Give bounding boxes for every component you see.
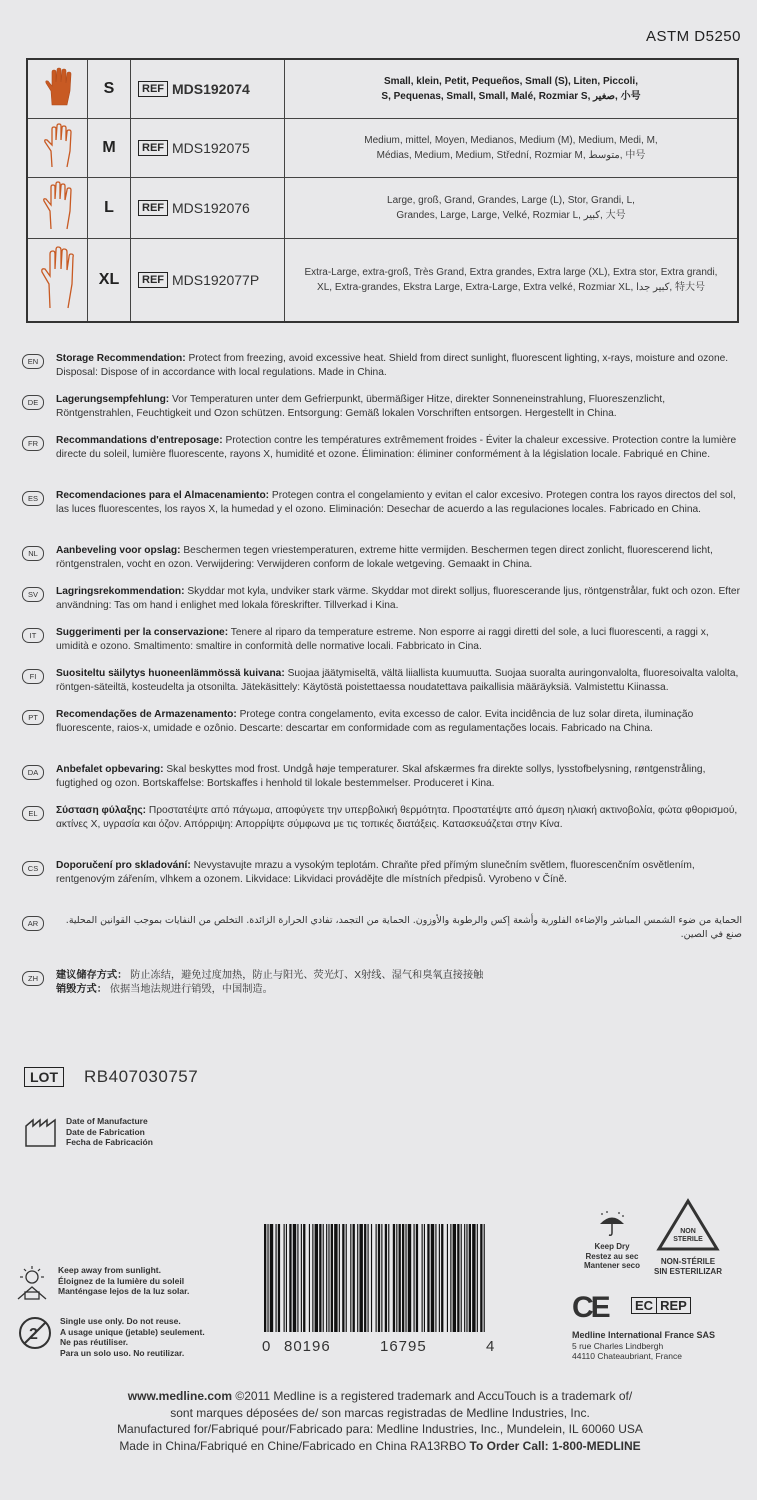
barcode-bar [309,1224,310,1332]
ref-cell [131,239,285,323]
barcode-bar [376,1224,377,1332]
barcode-bar [371,1224,372,1332]
do-not-reuse-icon [18,1316,52,1350]
language-badge: AR [22,916,44,931]
size-row-medium [27,119,738,178]
size-row-small [27,59,738,119]
section-body: الحماية من ضوء الشمس المباشر والإضاءة الفلورية وأشعة إكس والرطوبة والأوزون. الحماية من التجمد، تفادي الحرارة الزائدة. التخلص من النفايات بموجب القوانين المحلية. صنع في الصين. [65,915,742,940]
barcode-bar [326,1224,327,1332]
section-fi [22,667,742,708]
section-body: Vor Temperaturen unter dem Gefrierpunkt, übermäßiger Hitze, direkter Sonneneinstrahlung, Fluoreszenzlicht, Röntgenstrahlen, Feuchtigkeit und Ozon schützen. Entsorgung: Gemäß lokalen Vorschriften entsorgen. Hergestellt in China. [56,394,666,419]
section-el [22,804,742,859]
barcode-bar [364,1224,366,1332]
glove-hand-icon [27,59,88,119]
barcode-bar [388,1224,389,1332]
date-of-manufacture: Date of Manufacture Date de Fabrication Fecha de Fabricación [24,1116,153,1148]
language-badge: DA [22,765,44,780]
ref-cell [131,178,285,239]
barcode-bar [359,1224,362,1332]
section-body-2: 依据当地法规进行销毁，中国制造。 [109,983,273,995]
barcode-bar [264,1224,266,1332]
glove-hand-icon [27,178,88,239]
outline-hand-icon [43,123,73,169]
section-heading-2: 销毁方式： [56,983,107,995]
size-code: L [88,178,131,239]
glove-hand-icon [27,239,88,323]
barcode-bar [457,1224,459,1332]
size-description: Large, groß, Grand, Grandes, Large (L), Stor, Grandi, L, Grandes, Large, Large, Velké, Rozmiar L, كبير, 大号 [285,178,739,239]
barcode-bar [427,1224,429,1332]
keep-away-from-sunlight: Keep away from sunlight. Éloignez de la lumière du soleil Manténgase lejos de la luz solar. [14,1265,189,1301]
storage-instructions [22,352,742,1010]
astm-standard: ASTM D5250 [645,28,741,45]
barcode-bar [461,1224,462,1332]
section-heading: Suositeltu säilytys huoneenlämmössä kuivana: [56,668,285,679]
barcode-first-digit: 0 [262,1338,272,1355]
size-code: XL [88,239,131,323]
barcode-bar [422,1224,423,1332]
section-body: Protegen contra el congelamiento y evitan el calor excesivo. Protegen contra los rayos directos del sol, las luces fluorescentes, los rayos X, la humedad y el ozono. Eliminación: Desechar de acuerdo a las regulaciones locales. Fabricado en China. [56,490,736,515]
barcode-bar [297,1224,298,1332]
barcode-bar [447,1224,448,1332]
section-heading: Anbefalet opbevaring: [56,764,164,775]
barcode-bar [342,1224,344,1332]
section-de [22,393,742,434]
section-body: 防止冻结，避免过度加热，防止与阳光、荧光灯、X射线、湿气和臭氧直接接触 [130,970,484,981]
non-sterile: NON STERILE NON-STÉRILE SIN ESTERILIZAR [648,1198,728,1276]
size-row-large [27,178,738,239]
glove-hand-icon [27,119,88,178]
section-heading: Recomendaciones para el Almacenamiento: [56,490,270,501]
barcode-bar [469,1224,471,1332]
language-badge: DE [22,395,44,410]
barcode-bar [480,1224,482,1332]
barcode-bar [435,1224,436,1332]
section-sv [22,585,742,626]
section-body: Suojaa jäätymiseltä, vältä liiallista kuumuutta. Suojaa suoralta auringonvalolta, fluoresoivalta valolta, röntgen-säteiltä, kosteudelta ja otsonilta. Jätekäsittely: Käytöstä poistettaessa noudatettava paikallisia määräyksiä. Valmistettu Kiinassa. [56,668,739,693]
ref-cell [131,59,285,119]
barcode-bar [293,1224,296,1332]
single-use-only: 2 Single use only. Do not reuse. A usage unique (jetable) seulement. Ne pas réutiliser. Para un solo uso. No reutilizar. [18,1316,205,1358]
barcode [262,1224,492,1332]
sunlight-icon [14,1265,50,1301]
language-badge: ZH [22,971,44,986]
section-body: Protection contre les températures extrêmement froides - Éviter la chaleur excessive. Protection contre la lumière directe du soleil, lumière fluorescente, rayons X, humidité et ozone. Élimination: éliminer conformément à la législation locale. Fabriqué en Chine. [56,435,737,460]
barcode-bar [301,1224,302,1332]
barcode-bar [346,1224,347,1332]
ref-label: REF [138,81,168,97]
ce-mark: CE [572,1291,608,1324]
barcode-bar [267,1224,268,1332]
section-heading: Doporučení pro skladování: [56,860,191,871]
size-code: M [88,119,131,178]
barcode-bar [408,1224,411,1332]
barcode-bar [450,1224,451,1332]
section-heading: Storage Recommendation: [56,353,186,364]
svg-text:NON: NON [680,1228,696,1235]
barcode-bar [477,1224,478,1332]
language-badge: PT [22,710,44,725]
barcode-bar [416,1224,418,1332]
ref-cell [131,119,285,178]
section-heading: Lagerungsempfehlung: [56,394,170,405]
language-badge: EN [22,354,44,369]
svg-text:2: 2 [29,1326,38,1343]
filled-hand-icon [43,67,73,107]
ref-number: MDS192075 [172,139,250,156]
section-cs [22,859,742,914]
barcode-bar [270,1224,273,1332]
barcode-left-group: 80196 [284,1338,331,1355]
barcode-last-digit: 4 [486,1338,496,1355]
section-ar [22,914,742,969]
ref-number: MDS192074 [172,80,250,97]
barcode-bar [431,1224,434,1332]
barcode-bar [334,1224,337,1332]
barcode-bar [323,1224,324,1332]
barcode-bar [378,1224,380,1332]
section-es [22,489,742,544]
section-heading: 建议储存方式： [56,970,128,981]
barcode-bar [381,1224,382,1332]
language-badge: FI [22,669,44,684]
svg-text:STERILE: STERILE [673,1236,703,1243]
language-badge: SV [22,587,44,602]
section-heading: Recommandations d'entreposage: [56,435,223,446]
section-nl [22,544,742,585]
section-body: Protect from freezing, avoid excessive heat. Shield from direct sunlight, fluorescent lighting, x-rays, moisture and ozone. Disposal: Dispose of in accordance with local regulations. Made in China. [56,353,729,378]
barcode-bar [284,1224,285,1332]
section-zh [22,969,742,1010]
ref-number: MDS192076 [172,199,250,216]
barcode-bar [399,1224,401,1332]
barcode-bar [286,1224,287,1332]
section-heading: Recomendações de Armazenamento: [56,709,237,720]
language-badge: IT [22,628,44,643]
section-heading: Σύσταση φύλαξης: [56,805,147,816]
section-heading: Suggerimenti per la conservazione: [56,627,229,638]
language-badge: CS [22,861,44,876]
barcode-bar [453,1224,456,1332]
section-body: Protege contra congelamento, evita excesso de calor. Evita incidência de luz solar direta, iluminação fluorescente, raios-x, umidade e ozônio. Descarte: descartar em conformidade com as regulamentações locais. Fabricado na China. [56,709,694,734]
section-body: Skyddar mot kyla, undviker stark värme. Skyddar mot direkt solljus, fluorescerande ljus, röntgenstrålar, fukt och ozon. Efter användning: Tas om hand i enlighet med lokala föreskrifter. Tillverkad i Kina. [56,586,740,611]
barcode-bar [405,1224,406,1332]
barcode-bar [393,1224,395,1332]
factory-icon [24,1116,58,1148]
barcode-bar [424,1224,425,1332]
barcode-bar [276,1224,277,1332]
footer-info: www.medline.com ©2011 Medline is a registered trademark and AccuTouch is a trademark of/ sont marques déposées de/ son marcas registradas de Medline Industries, Inc. Manufactured for/Fabriqué pour/Fabricado para: Medline Industries, Inc., Mundelein, IL 60060 USA Made in China/Fabriqué en Chine/Fabricado en China RA13RBO To Order Call: 1-800-MEDLINE [117,1389,643,1453]
section-en [22,352,742,393]
section-body: Skal beskyttes mod frost. Undgå høje temperaturer. Skal afskærmes fra direkte sollys, lysstofbelysning, røntgenstråling, fugtighed og ozon. Bortskaffelse: Bortskaffes i henhold til lokale bestemmelser. Produceret i Kina. [56,764,706,789]
size-description: Extra-Large, extra-groß, Très Grand, Extra grandes, Extra large (XL), Extra stor, Extra grandi, XL, Extra-grandes, Ekstra Large, Extra-Large, Extra velké, Rozmiar XL, كبير جدا, 特大号 [285,239,739,323]
non-sterile-triangle-icon [656,1198,720,1252]
barcode-bar [289,1224,291,1332]
section-body: Προστατέψτε από πάγωμα, αποφύγετε την υπερβολική θερμότητα. Προστατέψτε από άμεση ηλιακή ακτινοβολία, φώτα φθορισμού, ακτίνες Χ, υγρασία και όζον. Απόρριψη: Απορρίψτε σύμφωνα με τις τοπικές διατάξεις. Κατασκευάζεται στην Κίνα. [56,805,738,830]
barcode-bar [353,1224,355,1332]
size-description: Medium, mittel, Moyen, Medianos, Medium (M), Medium, Medi, M, Médias, Medium, Medium, Střední, Rozmiar M, متوسط, 中号 [285,119,739,178]
barcode-bar [339,1224,340,1332]
section-body: Tenere al riparo da temperature estreme. Non esporre ai raggi diretti del sole, a luci fluorescenti, a raggi x, umidità e ozono. Smaltimento: smaltire in conformità delle normative locali. Fabbricato in Cina. [56,627,709,652]
size-description: Small, klein, Petit, Pequeños, Small (S), Liten, Piccoli, S, Pequenas, Small, Small, Malé, Rozmiar S, صغير, 小号 [285,59,739,119]
language-badge: ES [22,491,44,506]
keep-dry: Keep Dry Restez au sec Mantener seco [582,1211,642,1271]
barcode-bar [464,1224,465,1332]
section-heading: Aanbeveling voor opslag: [56,545,181,556]
barcode-bar [368,1224,369,1332]
size-code: S [88,59,131,119]
language-badge: EL [22,806,44,821]
barcode-bar [357,1224,358,1332]
size-table [26,58,739,323]
barcode-bar [312,1224,313,1332]
barcode-bar [319,1224,321,1332]
language-badge: NL [22,546,44,561]
authorized-representative: Medline International France SAS 5 rue Charles Lindbergh 44110 Chateaubriant, France [572,1330,716,1361]
barcode-bar [303,1224,305,1332]
lot-label: LOT [24,1067,64,1087]
ec-rep-mark: EC REP [631,1297,691,1314]
section-body: Nevystavujte mrazu a vysokým teplotám. Chraňte před přímým slunečním světlem, fluorescenčním osvětlením, rentgenovým zářením, vlhkem a ozonem. Likvidace: Likvidaci provádějte dle místních předpisů. Vyrobeno v Číně. [56,860,695,885]
barcode-right-group: 16795 [380,1338,427,1355]
barcode-bar [328,1224,329,1332]
ref-number: MDS192077P [172,271,260,288]
barcode-bar [472,1224,475,1332]
language-badge: FR [22,436,44,451]
section-body: Beschermen tegen vriestemperaturen, extreme hitte vermijden. Beschermen tegen direct zonlicht, fluorescerend licht, röntgenstralen, vocht en ozon. Verwijdering: Verwijderen conform de lokale wetgeving. Gemaakt in China. [56,545,713,570]
barcode-bar [414,1224,415,1332]
barcode-bar [315,1224,318,1332]
section-it [22,626,742,667]
lot-block [24,1067,198,1087]
ref-label: REF [138,140,168,156]
website-link[interactable]: www.medline.com [127,1389,233,1403]
section-pt [22,708,742,763]
barcode-bar [402,1224,404,1332]
barcode-bar [396,1224,397,1332]
barcode-bar [385,1224,387,1332]
barcode-bar [331,1224,333,1332]
lot-number: RB407030757 [84,1067,199,1086]
ref-label: REF [138,200,168,216]
barcode-bar [278,1224,280,1332]
barcode-bars [262,1224,492,1332]
barcode-bar [439,1224,440,1332]
barcode-bar [350,1224,351,1332]
section-heading: Lagringsrekommendation: [56,586,185,597]
outline-hand-icon [42,181,74,231]
section-fr [22,434,742,489]
ref-label: REF [138,272,168,288]
barcode-bar [466,1224,467,1332]
outline-hand-icon [40,246,76,310]
barcode-bar [484,1224,485,1332]
size-row-extra-large [27,239,738,323]
section-da [22,763,742,804]
barcode-bar [441,1224,443,1332]
umbrella-icon [597,1211,627,1237]
